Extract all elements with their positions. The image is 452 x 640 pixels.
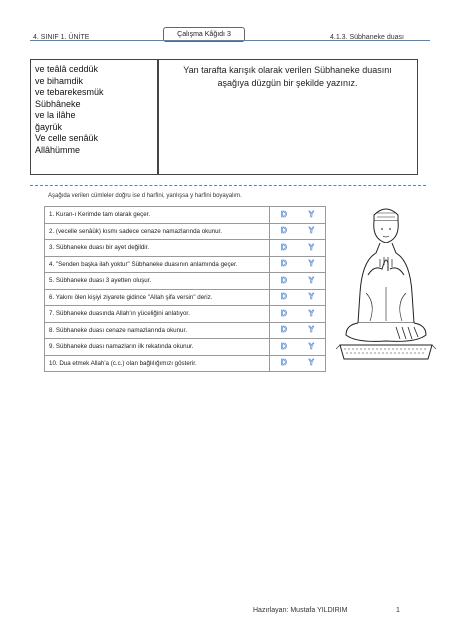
page-number: 1 <box>396 607 400 614</box>
false-option[interactable]: Y <box>308 341 314 351</box>
false-option[interactable]: Y <box>308 358 314 368</box>
statement: 9. Sübhaneke duası namazların ilk rekatında okunur. <box>45 339 270 356</box>
true-false-instruction: Aşağıda verilen cümleler doğru ise d harfini, yanlışsa y harfini boyayalım. <box>48 193 242 199</box>
scrambled-words-box <box>30 59 159 175</box>
word-line: ve la ilâhe <box>35 110 76 120</box>
table-row <box>45 289 326 306</box>
word-line: Sübhâneke <box>35 98 81 109</box>
table-row <box>45 306 326 323</box>
table-row <box>45 339 326 356</box>
true-option[interactable]: D <box>280 242 287 252</box>
true-option[interactable]: D <box>280 259 287 269</box>
statement: 2. (vecelle senâük) kısmı sadece cenaze namazlarında okunur. <box>45 223 270 240</box>
word-line: ve bihamdik <box>35 75 84 86</box>
word-line: Allâhümme <box>35 144 81 155</box>
statement: 1. Kuran-ı Kerimde tam olarak geçer. <box>45 207 270 224</box>
table-row <box>45 207 326 224</box>
false-option[interactable]: Y <box>308 292 314 302</box>
true-option[interactable]: D <box>280 292 287 302</box>
false-option[interactable]: Y <box>308 209 314 219</box>
praying-boy-icon <box>336 203 436 368</box>
answer-writing-box[interactable] <box>157 59 418 175</box>
table-row <box>45 322 326 339</box>
statement: 7. Sübhaneke duasında Allah'ın yüceliğini anlatıyor. <box>45 306 270 323</box>
author-credit: Hazırlayan: Mustafa YILDIRIM <box>253 607 348 614</box>
unit-label: 4. SINIF 1. ÜNİTE <box>33 34 90 41</box>
worksheet-title: Çalışma Kâğıdı 3 <box>163 27 245 42</box>
true-option[interactable]: D <box>280 275 287 285</box>
false-option[interactable]: Y <box>308 308 314 318</box>
false-option[interactable]: Y <box>308 275 314 285</box>
false-option[interactable]: Y <box>308 259 314 269</box>
table-row <box>45 223 326 240</box>
word-line: ve tebarekesmük <box>35 87 104 97</box>
statement: 10. Dua etmek Allah'a (c.c.) olan bağlılığımızı gösterir. <box>45 355 270 372</box>
true-false-table <box>44 206 326 372</box>
table-row <box>45 355 326 372</box>
table-row <box>45 256 326 273</box>
instruction-line: aşağıya düzgün bir şekilde yazınız. <box>217 78 358 88</box>
topic-label: 4.1.3. Sübhaneke duası <box>330 34 404 41</box>
statement: 4. "Senden başka ilah yoktur" Sübhaneke duasının anlamında geçer. <box>45 256 270 273</box>
statement: 3. Sübhaneke duası bir ayet değildir. <box>45 240 270 257</box>
word-line: ğayrük <box>35 121 63 132</box>
statement: 6. Yakını ölen kişiyi ziyarete gidince "Allah şifa versin" deriz. <box>45 289 270 306</box>
statement: 5. Sübhaneke duası 3 ayetten oluşur. <box>45 273 270 290</box>
statement: 8. Sübhaneke duası cenaze namazlarında okunur. <box>45 322 270 339</box>
true-option[interactable]: D <box>280 325 287 335</box>
table-row <box>45 240 326 257</box>
word-line: Ve celle senâük <box>35 133 99 143</box>
true-option[interactable]: D <box>280 209 287 219</box>
instruction-line: Yan tarafta karışık olarak verilen Sübhaneke duasını <box>183 65 392 75</box>
false-option[interactable]: Y <box>308 226 314 236</box>
true-option[interactable]: D <box>280 358 287 368</box>
false-option[interactable]: Y <box>308 325 314 335</box>
table-row <box>45 273 326 290</box>
section-divider <box>30 185 426 186</box>
false-option[interactable]: Y <box>308 242 314 252</box>
word-line: ve teâlâ ceddük <box>35 64 99 74</box>
header-divider <box>30 40 430 41</box>
true-option[interactable]: D <box>280 341 287 351</box>
true-option[interactable]: D <box>280 226 287 236</box>
true-option[interactable]: D <box>280 308 287 318</box>
writing-instruction <box>158 60 417 90</box>
